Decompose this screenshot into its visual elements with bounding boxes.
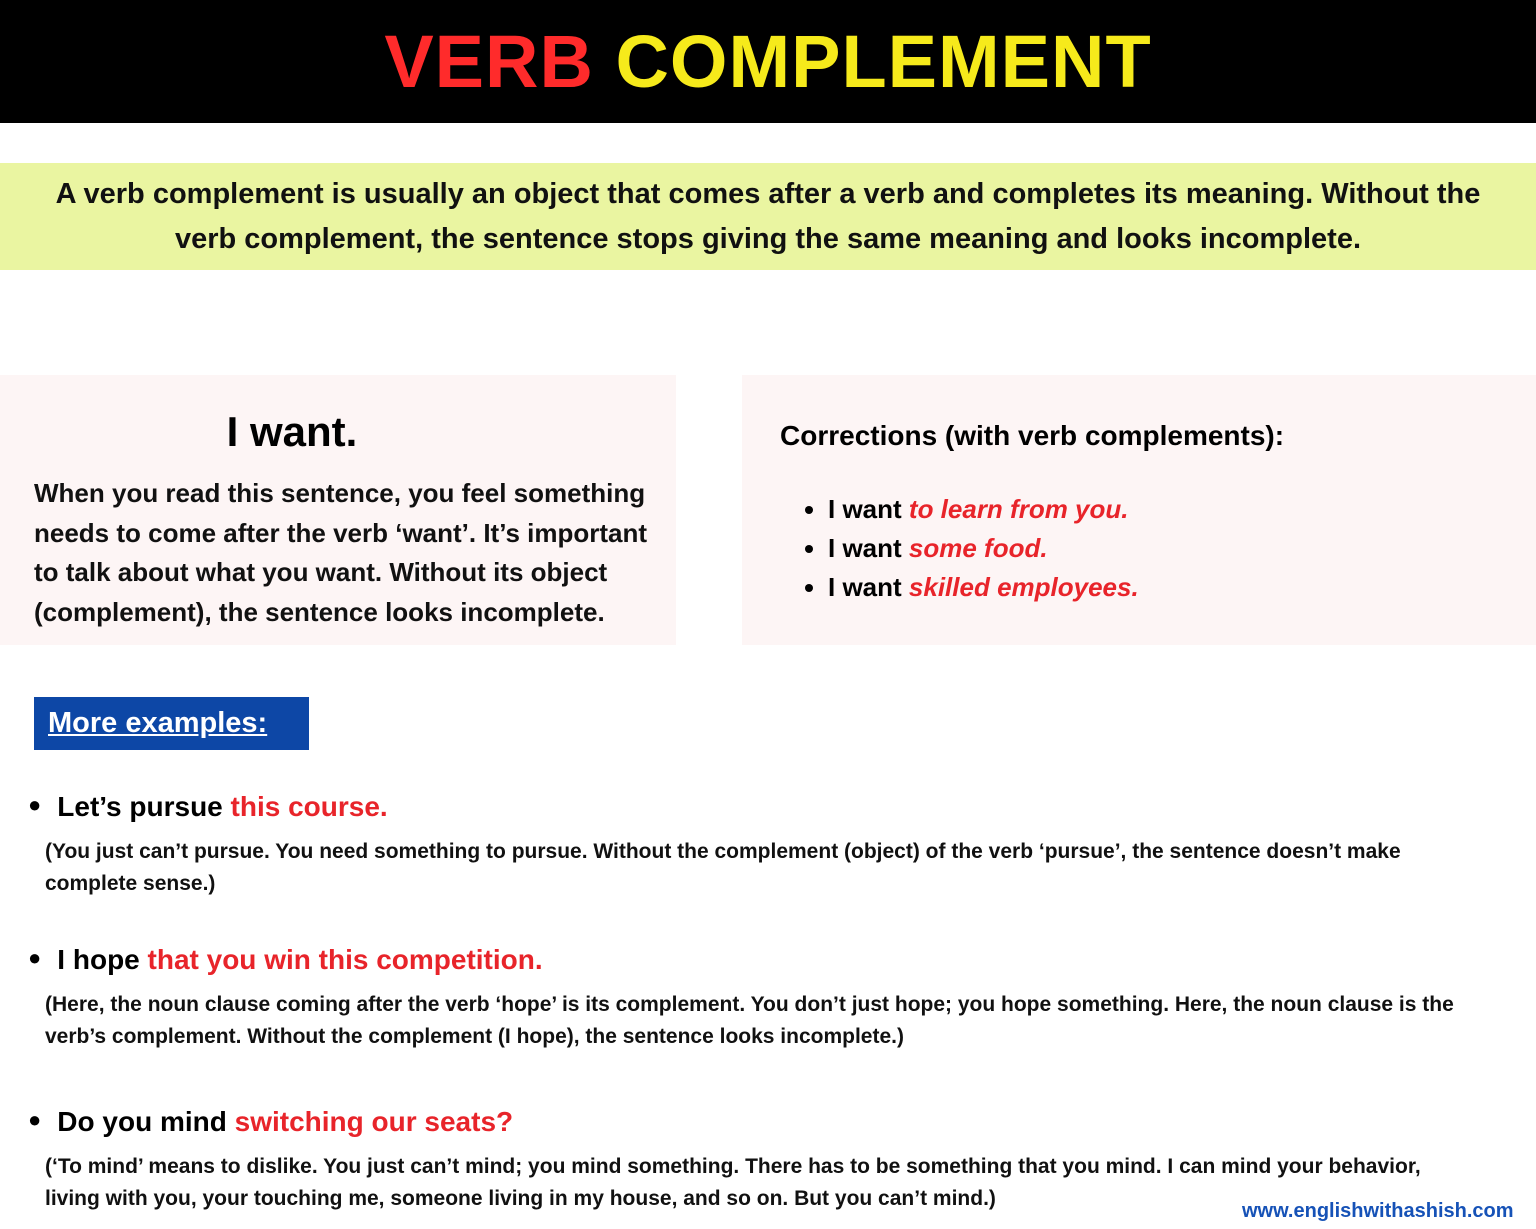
bullet-icon: ● <box>28 1107 42 1133</box>
title-complement: COMPLEMENT <box>615 19 1152 103</box>
example-explanation: When you read this sentence, you feel something needs to come after the verb ‘want’. It’s important to talk about what you want. Without its object (complement), the sentence looks incomplete. <box>34 478 648 627</box>
example-panel <box>0 375 676 645</box>
example-sentence: I want. <box>226 408 358 455</box>
website-link[interactable]: www.englishwithashish.com <box>1242 1200 1514 1222</box>
bullet-icon: ● <box>28 945 42 971</box>
example-item-note: (‘To mind’ means to dislike. You just can’t mind; you mind something. There has to be something that you mind. I can mind your behavior, living with you, your touching me, someone living in my house, and so on. But you can’t mind.) <box>45 1155 1421 1210</box>
example-item-complement: that you win this competition. <box>147 944 543 975</box>
correction-prefix: I want <box>828 572 909 602</box>
header-banner <box>0 0 1536 123</box>
definition-text: A verb complement is usually an object that comes after a verb and completes its meaning. Without the verb complement, the sentence stops giving the same meaning and looks incomplete. <box>55 177 1481 255</box>
example-item-prefix: I hope <box>57 944 148 975</box>
title-verb: VERB <box>384 19 594 103</box>
corrections-list <box>802 490 1139 607</box>
more-examples-label <box>34 697 309 750</box>
corrections-heading: Corrections (with verb complements): <box>780 420 1285 451</box>
corrections-panel <box>742 375 1536 645</box>
example-item-complement: switching our seats? <box>234 1106 514 1137</box>
example-item-complement: this course. <box>230 791 388 822</box>
page-title <box>384 19 1152 103</box>
definition-banner <box>0 163 1536 270</box>
correction-prefix: I want <box>828 494 909 524</box>
correction-complement: skilled employees. <box>908 572 1139 602</box>
example-item-sentence <box>28 790 388 824</box>
example-item-sentence <box>28 943 543 977</box>
correction-item <box>828 490 1139 529</box>
more-examples-text: More examples: <box>48 707 268 739</box>
example-item-note: (Here, the noun clause coming after the verb ‘hope’ is its complement. You don’t just hope; you hope something. Here, the noun clause is the verb’s complement. Without the complement (I hope), the sentence looks incomplete.) <box>45 993 1454 1048</box>
correction-item <box>828 568 1139 607</box>
correction-complement: some food. <box>908 533 1048 563</box>
example-item-prefix: Let’s pursue <box>57 791 231 822</box>
correction-prefix: I want <box>828 533 909 563</box>
correction-item <box>828 529 1139 568</box>
example-item-prefix: Do you mind <box>57 1106 235 1137</box>
example-item-note: (You just can’t pursue. You need something to pursue. Without the complement (object) of the verb ‘pursue’, the sentence doesn’t make complete sense.) <box>45 840 1401 895</box>
bullet-icon: ● <box>28 792 42 818</box>
example-item-sentence <box>28 1105 513 1139</box>
correction-complement: to learn from you. <box>908 494 1129 524</box>
